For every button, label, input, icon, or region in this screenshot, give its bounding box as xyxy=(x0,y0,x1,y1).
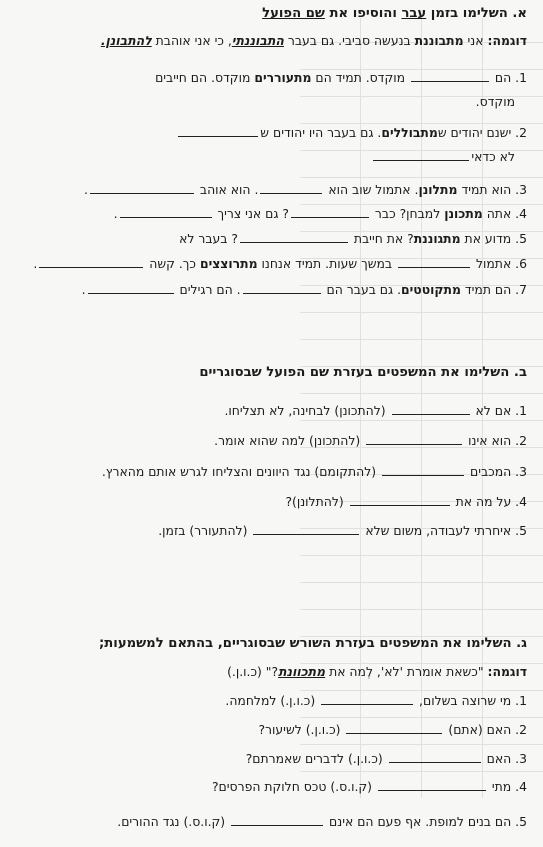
example-label: דוגמה: xyxy=(487,664,527,679)
answer-blank[interactable] xyxy=(382,464,464,476)
answer-blank[interactable] xyxy=(120,206,212,218)
item-text: 1. הם xyxy=(490,70,527,85)
item-text: 7. הם תמיד xyxy=(460,282,527,297)
item-text: לא כדאי xyxy=(471,149,515,164)
section-c-item-4 xyxy=(12,779,527,794)
answer-blank[interactable] xyxy=(253,523,359,535)
item-verb: מתרוצצים xyxy=(199,256,258,271)
example-label: דוגמה: xyxy=(487,33,527,48)
example-text: "כשאת אומרת 'לא', לְמה את xyxy=(325,664,488,679)
item-verb: מתכונן xyxy=(444,206,483,221)
section-b-item-4 xyxy=(12,494,527,509)
answer-blank[interactable] xyxy=(39,256,143,268)
heading-text: והוסיפו את xyxy=(324,6,402,21)
section-a-item-2 xyxy=(12,125,527,140)
item-text: 4. מתי xyxy=(487,779,527,794)
item-verb: מתלונן xyxy=(418,182,458,197)
item-text: 2. הוא אינו xyxy=(464,433,527,448)
section-a-item-3 xyxy=(12,182,527,197)
answer-blank[interactable] xyxy=(321,693,413,705)
example-text: ?" (כ.ו.ן.) xyxy=(227,664,279,679)
item-text: (להתכונן) למה שהוא אומר. xyxy=(214,433,365,448)
item-text: 3. הוא תמיד xyxy=(457,182,527,197)
answer-blank[interactable] xyxy=(350,494,450,506)
item-text: 3. האם xyxy=(482,751,527,766)
item-text: 2. האם (אתם) xyxy=(444,722,527,737)
item-text: מוקדס. הם חייבים xyxy=(155,70,255,85)
item-verb: מתגוננת xyxy=(413,231,461,246)
section-a-example xyxy=(12,33,527,48)
item-text: (להתכונן) לבחינה, לא תצליחו. xyxy=(224,403,390,418)
section-b-heading: ב. השלימו את המשפטים בעזרת שם הפועל שבסוגריים xyxy=(199,365,527,380)
answer-blank[interactable] xyxy=(231,814,323,826)
item-text: מוקדס. xyxy=(475,94,515,109)
example-answer-word: התבוננתי xyxy=(231,33,284,48)
item-text: . הם רגילים xyxy=(175,282,241,297)
item-text: . xyxy=(113,206,118,221)
answer-blank[interactable] xyxy=(346,722,442,734)
answer-blank[interactable] xyxy=(373,149,469,161)
answer-blank[interactable] xyxy=(260,182,322,194)
section-b-item-3 xyxy=(12,464,527,479)
item-text: (ק.ו.ס.) טכס חלוקת הפרסים? xyxy=(211,779,376,794)
example-bold-word: מתבוננת xyxy=(414,33,464,48)
example-answer-word: מתכוונת xyxy=(278,664,326,679)
item-text: . הוא אוהב xyxy=(195,182,259,197)
answer-blank[interactable] xyxy=(291,206,369,218)
section-c-item-5 xyxy=(12,814,527,829)
example-answer-word: להתבונן. xyxy=(100,33,152,48)
section-c-item-3 xyxy=(12,751,527,766)
answer-blank[interactable] xyxy=(90,182,194,194)
section-a-item-6 xyxy=(12,256,527,271)
item-text: ? את חייבת xyxy=(349,231,414,246)
answer-blank[interactable] xyxy=(178,125,258,137)
section-a-item-5 xyxy=(12,231,527,246)
item-text: כך. קשה xyxy=(145,256,200,271)
item-text: ? גם אני צריך xyxy=(213,206,289,221)
item-text: 4. על מה את xyxy=(451,494,527,509)
item-text: 5. איחרתי לעבודה, משום שלא xyxy=(361,523,527,538)
item-text: מוקדס. תמיד הם xyxy=(311,70,409,85)
section-a-item-1 xyxy=(12,70,527,85)
section-c-example xyxy=(12,664,527,679)
item-text: . xyxy=(33,256,38,271)
item-text: (להתלונן)? xyxy=(285,494,348,509)
section-c-item-2 xyxy=(12,722,527,737)
item-text: (ק.ו.ס.) נגד ההורים. xyxy=(117,814,230,829)
item-text: (כ.ו.ן.) לדברים שאמרתם? xyxy=(245,751,387,766)
item-text: 5. הם בנים למופת. אף פעם הם אינם xyxy=(325,814,527,829)
answer-blank[interactable] xyxy=(392,403,470,415)
item-text: ? בעבר לא xyxy=(179,231,238,246)
item-text: (כ.ו.ן.) למלחמה. xyxy=(225,693,320,708)
section-a-item-1-cont xyxy=(12,94,515,109)
answer-blank[interactable] xyxy=(378,779,486,791)
section-a-item-7 xyxy=(12,282,527,297)
answer-blank[interactable] xyxy=(243,282,321,294)
answer-blank[interactable] xyxy=(398,256,470,268)
item-text: 1. אם לא xyxy=(471,403,527,418)
item-verb: מתקוטטים xyxy=(401,282,461,297)
item-text: 3. המכבים xyxy=(466,464,527,479)
item-text: למבחן? כבר xyxy=(370,206,445,221)
example-text: בנעשה סביבי. גם בעבר xyxy=(283,33,415,48)
heading-text: א. השלימו בזמן xyxy=(426,6,527,21)
answer-blank[interactable] xyxy=(389,751,481,763)
item-text: במשך שעות. תמיד אנחנו xyxy=(257,256,397,271)
section-b-item-5 xyxy=(12,523,527,538)
heading-underlined-infinitive: שם הפועל xyxy=(262,6,325,21)
item-text: 2. ישנם יהודים ש xyxy=(437,125,527,140)
item-text: . גם בעבר הם xyxy=(322,282,402,297)
item-text: 5. מדוע את xyxy=(460,231,527,246)
item-text: . אתמול שוב הוא xyxy=(324,182,419,197)
item-verb: מתבוללים xyxy=(381,125,438,140)
section-a-item-4 xyxy=(12,206,527,221)
item-text: (כ.ו.ן.) לשיעור? xyxy=(258,722,345,737)
item-verb: מתעוררים xyxy=(254,70,312,85)
section-b-item-1 xyxy=(12,403,527,418)
item-text: 6. אתמול xyxy=(472,256,527,271)
section-c-item-1 xyxy=(12,693,527,708)
section-a-heading xyxy=(12,6,527,21)
answer-blank[interactable] xyxy=(88,282,174,294)
section-b-item-2 xyxy=(12,433,527,448)
answer-blank[interactable] xyxy=(411,70,489,82)
section-c-heading: ג. השלימו את המשפטים בעזרת השורש שבסוגריים, בהתאם למשמעות; xyxy=(99,636,527,651)
heading-underlined-past: עבר xyxy=(401,6,427,21)
item-text: 4. אתה xyxy=(482,206,527,221)
answer-blank[interactable] xyxy=(366,433,462,445)
item-text: . xyxy=(81,282,86,297)
item-text: (להתקומם) נגד היוונים והצליחו לגרש אותם מהארץ. xyxy=(101,464,381,479)
answer-blank[interactable] xyxy=(240,231,348,243)
item-text: 1. מי שרוצה בשלום, xyxy=(415,693,527,708)
item-text: (להתעורר) בזמן. xyxy=(158,523,252,538)
example-text: אני xyxy=(463,33,488,48)
section-a-item-2-cont xyxy=(12,149,515,164)
item-text: . גם בעבר היו יהודים ש xyxy=(260,125,382,140)
example-text: , כי אני אוהבת xyxy=(151,33,232,48)
item-text: . xyxy=(84,182,88,197)
